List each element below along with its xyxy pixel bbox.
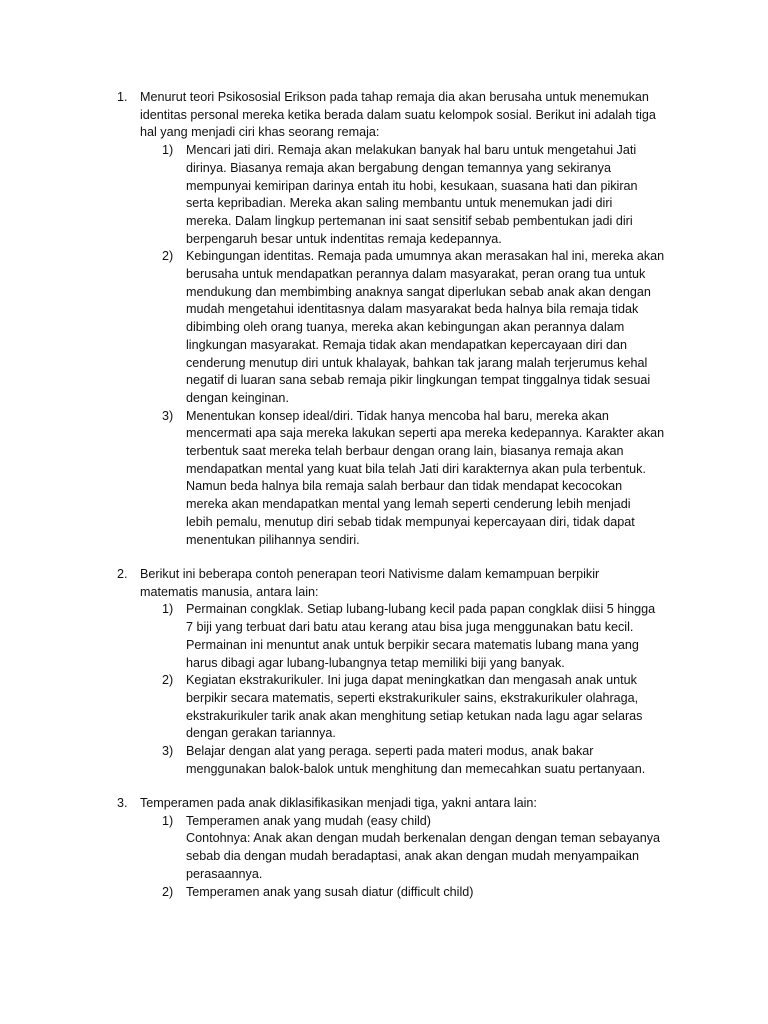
sub-item-line: ekstrakurikuler tarik anak akan menghitung setiap ketukan nada lagu agar selaras <box>186 708 643 723</box>
sub-item-line: berpikir secara matematis, seperti ekstrakurikuler sains, ekstrakurikuler olahraga, <box>186 690 639 705</box>
sub-item-line: dibimbing oleh orang tuanya, mereka akan kebingungan akan perannya dalam <box>186 320 625 335</box>
sub-item-line: dirinya. Biasanya remaja akan bergabung dengan temannya yang sekiranya <box>186 160 611 175</box>
item-intro-line: Berikut ini beberapa contoh penerapan teori Nativisme dalam kemampuan berpikir <box>140 567 600 581</box>
sub-item-line: lingkungan masyarakat. Remaja tidak akan mendapatkan kepercayaan diri dan <box>186 337 628 352</box>
sub-item-line: berusaha untuk mendapatkan perannya dalam masyarakat, peran orang tua untuk <box>186 267 646 281</box>
sub-item-line: lebih pemalu, menutup diri sebab tidak mempunyai kepercayaan diri, tidak dapat <box>186 514 635 529</box>
sub-item-number: 2) <box>162 673 174 688</box>
sub-item-line: berpengaruh besar untuk indentitas remaja kedepannya. <box>186 231 502 246</box>
sub-item-line: mereka. Dalam lingkup pertemanan ini saat sensitif sebab pembentukan jadi diri <box>186 213 633 228</box>
sub-item-line: perasaannya. <box>186 866 263 881</box>
sub-item-line: dengan keinginan. <box>186 390 289 405</box>
sub-item-line: dengan gerakan tariannya. <box>186 726 336 741</box>
sub-item-line: menggunakan balok-balok untuk menghitung dan memecahkan suatu pertanyaan. <box>186 761 646 776</box>
item-intro-line: identitas personal mereka ketika berada dalam suatu kelompok sosial. Berikut ini adalah tiga <box>140 107 656 122</box>
sub-item-line: mencermati apa saja mereka lakukan seperti apa mereka kedepannya. Karakter akan <box>186 426 665 441</box>
item-intro-line: Menurut teori Psikososial Erikson pada tahap remaja dia akan berusaha untuk menemukan <box>140 90 649 104</box>
item-intro-line: hal yang menjadi ciri khas seorang remaja: <box>140 125 380 140</box>
sub-item-line: harus dibagi agar lubang-lubangnya tetap memiliki biji yang banyak. <box>186 655 565 670</box>
sub-item-line: mendukung dan membimbing anaknya sangat diperlukan sebab anak akan dengan <box>186 284 651 299</box>
sub-item-line: Kebingungan identitas. Remaja pada umumnya akan merasakan hal ini, mereka akan <box>186 249 665 264</box>
sub-item-line: serta kepribadian. Mereka akan saling membantu untuk menemukan jadi diri <box>186 196 613 211</box>
sub-item-number: 3) <box>162 744 174 758</box>
sub-item-line: Belajar dengan alat yang peraga. seperti pada materi modus, anak bakar <box>186 744 594 758</box>
item-intro-line: Temperamen pada anak diklasifikasikan menjadi tiga, yakni antara lain: <box>140 796 537 810</box>
sub-item-line: mendapatkan mental yang kuat bila telah Jati diri karakternya akan pula terbentuk. <box>186 461 646 476</box>
item-intro-line: matematis manusia, antara lain: <box>140 584 319 599</box>
sub-item-line: menentukan pilihannya sendiri. <box>186 532 360 547</box>
sub-item-line: Menentukan konsep ideal/diri. Tidak hanya mencoba hal baru, mereka akan <box>186 408 609 423</box>
sub-item-line: Contohnya: Anak akan dengan mudah berkenalan dengan dengan teman sebayanya <box>186 831 661 846</box>
sub-item-line: cenderung menutup diri untuk khalayak, bahkan tak jarang malah terjerumus kehal <box>186 355 648 370</box>
sub-item-number: 2) <box>162 884 174 899</box>
sub-item-line: mempunyai kemiripan darinya entah itu hobi, kesukaan, suasana hati dan pikiran <box>186 178 638 193</box>
sub-item-line: mudah mengetahui identitasnya dalam masyarakat beda halnya bila remaja tidak <box>186 302 639 317</box>
sub-item-line: Permainan congklak. Setiap lubang-lubang kecil pada papan congklak diisi 5 hingga <box>186 602 656 617</box>
sub-item-number: 2) <box>162 249 174 264</box>
sub-item-line: negatif di luaran sana sebab remaja pikir lingkungan tempat tinggalnya tidak sesuai <box>186 373 651 388</box>
sub-item-number: 1) <box>162 143 174 158</box>
sub-item-line: sebab dia dengan mudah beradaptasi, anak akan dengan mudah menyampaikan <box>186 849 640 864</box>
sub-item-line: terbentuk saat mereka telah berbaur dengan orang lain, biasanya remaja akan <box>186 444 624 458</box>
sub-item-number: 1) <box>162 602 174 617</box>
sub-item-line: 7 biji yang terbuat dari batu atau kerang atau bisa juga menggunakan batu kecil. <box>186 620 634 635</box>
sub-item-line: Temperamen anak yang susah diatur (difficult child) <box>186 884 474 899</box>
sub-item-line: Kegiatan ekstrakurikuler. Ini juga dapat meningkatkan dan mengasah anak untuk <box>186 673 637 688</box>
sub-item-line: Temperamen anak yang mudah (easy child) <box>186 813 432 828</box>
sub-item-line: Permainan ini menuntut anak untuk berpikir secara matematis lubang mana yang <box>186 637 639 652</box>
sub-item-line: Mencari jati diri. Remaja akan melakukan banyak hal baru untuk mengetahui Jati <box>186 143 637 158</box>
item-number: 2. <box>117 567 128 581</box>
item-number: 3. <box>117 796 128 810</box>
sub-item-number: 3) <box>162 408 174 423</box>
sub-item-number: 1) <box>162 813 174 828</box>
item-number: 1. <box>117 90 128 104</box>
sub-item-line: mereka akan mendapatkan mental yang lemah seperti cenderung lebih menjadi <box>186 497 631 512</box>
sub-item-line: Namun beda halnya bila remaja salah berbaur dan tidak mendapat kecocokan <box>186 479 623 494</box>
